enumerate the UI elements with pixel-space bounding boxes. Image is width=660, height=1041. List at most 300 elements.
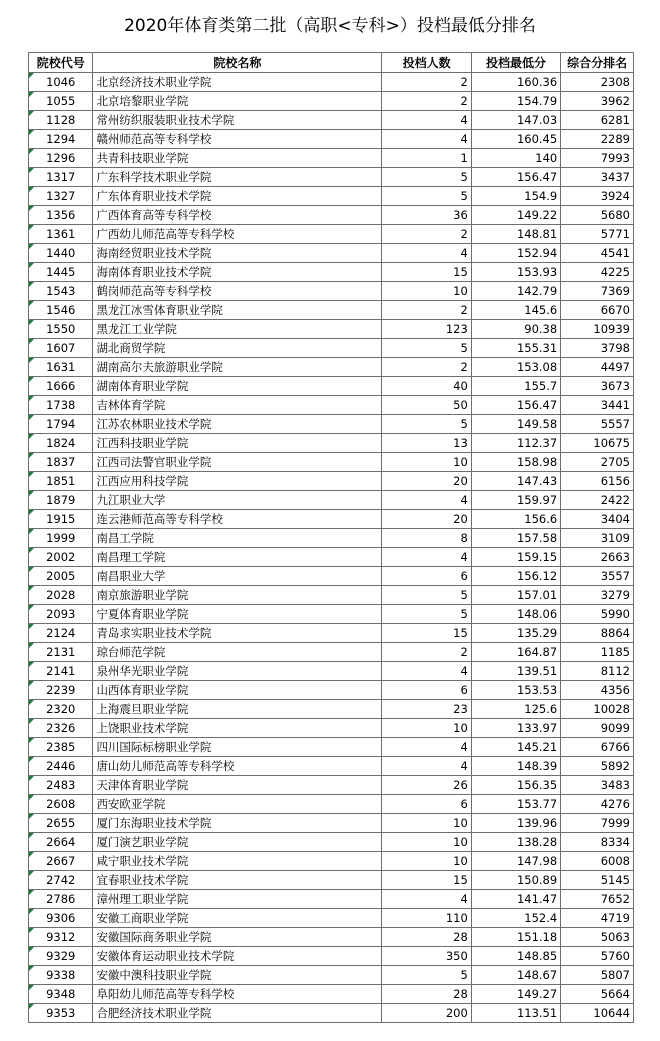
rank-cell: 6766 bbox=[561, 738, 634, 757]
school-code-cell: 2124 bbox=[29, 624, 93, 643]
admit-count-cell: 2 bbox=[382, 92, 471, 111]
school-name-cell: 上海震旦职业学院 bbox=[93, 700, 382, 719]
school-code-cell: 1445 bbox=[29, 263, 93, 282]
rank-cell: 5990 bbox=[561, 605, 634, 624]
school-code-cell: 2446 bbox=[29, 757, 93, 776]
admit-count-cell: 10 bbox=[382, 719, 471, 738]
table-row bbox=[29, 567, 634, 586]
rank-cell: 3437 bbox=[561, 168, 634, 187]
admit-count-cell: 2 bbox=[382, 73, 471, 92]
school-name-cell: 南昌职业大学 bbox=[93, 567, 382, 586]
table-row bbox=[29, 947, 634, 966]
table-row bbox=[29, 92, 634, 111]
admit-count-cell: 50 bbox=[382, 396, 471, 415]
min-score-cell: 151.18 bbox=[471, 928, 560, 947]
school-code-cell: 1356 bbox=[29, 206, 93, 225]
header-count: 投档人数 bbox=[382, 53, 471, 73]
min-score-cell: 156.12 bbox=[471, 567, 560, 586]
table-row bbox=[29, 852, 634, 871]
admit-count-cell: 200 bbox=[382, 1004, 471, 1023]
admit-count-cell: 10 bbox=[382, 852, 471, 871]
admit-count-cell: 10 bbox=[382, 814, 471, 833]
admit-count-cell: 2 bbox=[382, 358, 471, 377]
admit-count-cell: 10 bbox=[382, 833, 471, 852]
rank-cell: 2422 bbox=[561, 491, 634, 510]
rank-cell: 5680 bbox=[561, 206, 634, 225]
rank-cell: 4497 bbox=[561, 358, 634, 377]
rank-cell: 5760 bbox=[561, 947, 634, 966]
school-code-cell: 2239 bbox=[29, 681, 93, 700]
admit-count-cell: 28 bbox=[382, 928, 471, 947]
rank-cell: 6281 bbox=[561, 111, 634, 130]
school-name-cell: 泉州华光职业学院 bbox=[93, 662, 382, 681]
school-code-cell: 1317 bbox=[29, 168, 93, 187]
rank-cell: 2663 bbox=[561, 548, 634, 567]
school-code-cell: 1543 bbox=[29, 282, 93, 301]
admit-count-cell: 350 bbox=[382, 947, 471, 966]
rank-cell: 3483 bbox=[561, 776, 634, 795]
school-name-cell: 安徽国际商务职业学院 bbox=[93, 928, 382, 947]
admit-count-cell: 20 bbox=[382, 510, 471, 529]
rank-cell: 5664 bbox=[561, 985, 634, 1004]
min-score-cell: 153.08 bbox=[471, 358, 560, 377]
table-row bbox=[29, 738, 634, 757]
school-name-cell: 宜春职业技术学院 bbox=[93, 871, 382, 890]
rank-cell: 5892 bbox=[561, 757, 634, 776]
table-row bbox=[29, 529, 634, 548]
school-name-cell: 阜阳幼儿师范高等专科学校 bbox=[93, 985, 382, 1004]
admit-count-cell: 26 bbox=[382, 776, 471, 795]
admit-count-cell: 4 bbox=[382, 244, 471, 263]
table-row bbox=[29, 871, 634, 890]
min-score-cell: 159.97 bbox=[471, 491, 560, 510]
table-row bbox=[29, 662, 634, 681]
admit-count-cell: 15 bbox=[382, 871, 471, 890]
admit-count-cell: 5 bbox=[382, 415, 471, 434]
min-score-cell: 148.06 bbox=[471, 605, 560, 624]
school-name-cell: 广东体育职业技术学院 bbox=[93, 187, 382, 206]
min-score-cell: 159.15 bbox=[471, 548, 560, 567]
min-score-cell: 148.85 bbox=[471, 947, 560, 966]
admit-count-cell: 8 bbox=[382, 529, 471, 548]
school-name-cell: 常州纺织服装职业技术学院 bbox=[93, 111, 382, 130]
school-name-cell: 共青科技职业学院 bbox=[93, 149, 382, 168]
rank-cell: 6670 bbox=[561, 301, 634, 320]
min-score-cell: 158.98 bbox=[471, 453, 560, 472]
rank-cell: 4719 bbox=[561, 909, 634, 928]
table-row bbox=[29, 966, 634, 985]
table-row bbox=[29, 928, 634, 947]
rank-cell: 2705 bbox=[561, 453, 634, 472]
admit-count-cell: 10 bbox=[382, 282, 471, 301]
rank-cell: 10644 bbox=[561, 1004, 634, 1023]
rank-cell: 7993 bbox=[561, 149, 634, 168]
admit-count-cell: 5 bbox=[382, 605, 471, 624]
min-score-cell: 154.9 bbox=[471, 187, 560, 206]
min-score-cell: 149.58 bbox=[471, 415, 560, 434]
school-name-cell: 广西体育高等专科学校 bbox=[93, 206, 382, 225]
admit-count-cell: 4 bbox=[382, 491, 471, 510]
school-name-cell: 湖南高尔夫旅游职业学院 bbox=[93, 358, 382, 377]
min-score-cell: 138.28 bbox=[471, 833, 560, 852]
table-row bbox=[29, 890, 634, 909]
school-code-cell: 2655 bbox=[29, 814, 93, 833]
admit-count-cell: 110 bbox=[382, 909, 471, 928]
table-row bbox=[29, 282, 634, 301]
header-rank: 综合分排名 bbox=[561, 53, 634, 73]
table-row bbox=[29, 985, 634, 1004]
min-score-cell: 152.4 bbox=[471, 909, 560, 928]
school-code-cell: 9348 bbox=[29, 985, 93, 1004]
min-score-cell: 156.47 bbox=[471, 396, 560, 415]
school-code-cell: 2141 bbox=[29, 662, 93, 681]
min-score-cell: 147.03 bbox=[471, 111, 560, 130]
school-code-cell: 2326 bbox=[29, 719, 93, 738]
rank-cell: 9099 bbox=[561, 719, 634, 738]
rank-cell: 8112 bbox=[561, 662, 634, 681]
table-row bbox=[29, 453, 634, 472]
school-name-cell: 青岛求实职业技术学院 bbox=[93, 624, 382, 643]
school-code-cell: 1046 bbox=[29, 73, 93, 92]
rank-cell: 5063 bbox=[561, 928, 634, 947]
school-code-cell: 2131 bbox=[29, 643, 93, 662]
min-score-cell: 125.6 bbox=[471, 700, 560, 719]
rank-cell: 7652 bbox=[561, 890, 634, 909]
school-code-cell: 1915 bbox=[29, 510, 93, 529]
school-code-cell: 1824 bbox=[29, 434, 93, 453]
admit-count-cell: 5 bbox=[382, 168, 471, 187]
rank-cell: 4541 bbox=[561, 244, 634, 263]
min-score-cell: 142.79 bbox=[471, 282, 560, 301]
school-code-cell: 1879 bbox=[29, 491, 93, 510]
school-name-cell: 天津体育职业学院 bbox=[93, 776, 382, 795]
school-code-cell: 1294 bbox=[29, 130, 93, 149]
school-code-cell: 1999 bbox=[29, 529, 93, 548]
school-code-cell: 9353 bbox=[29, 1004, 93, 1023]
school-name-cell: 厦门东海职业技术学院 bbox=[93, 814, 382, 833]
table-row bbox=[29, 719, 634, 738]
school-name-cell: 厦门演艺职业学院 bbox=[93, 833, 382, 852]
school-name-cell: 安徽中澳科技职业学院 bbox=[93, 966, 382, 985]
school-code-cell: 1607 bbox=[29, 339, 93, 358]
table-row bbox=[29, 605, 634, 624]
table-row bbox=[29, 130, 634, 149]
min-score-cell: 141.47 bbox=[471, 890, 560, 909]
school-code-cell: 2608 bbox=[29, 795, 93, 814]
table-row bbox=[29, 434, 634, 453]
min-score-cell: 164.87 bbox=[471, 643, 560, 662]
min-score-cell: 149.27 bbox=[471, 985, 560, 1004]
school-name-cell: 上饶职业技术学院 bbox=[93, 719, 382, 738]
admit-count-cell: 5 bbox=[382, 966, 471, 985]
admit-count-cell: 1 bbox=[382, 149, 471, 168]
school-name-cell: 广东科学技术职业学院 bbox=[93, 168, 382, 187]
admit-count-cell: 5 bbox=[382, 586, 471, 605]
school-code-cell: 2093 bbox=[29, 605, 93, 624]
min-score-cell: 113.51 bbox=[471, 1004, 560, 1023]
school-name-cell: 西安欧亚学院 bbox=[93, 795, 382, 814]
admission-table bbox=[28, 52, 634, 1023]
school-code-cell: 1128 bbox=[29, 111, 93, 130]
table-row bbox=[29, 643, 634, 662]
table-row bbox=[29, 377, 634, 396]
min-score-cell: 90.38 bbox=[471, 320, 560, 339]
rank-cell: 3109 bbox=[561, 529, 634, 548]
admit-count-cell: 15 bbox=[382, 624, 471, 643]
admit-count-cell: 5 bbox=[382, 187, 471, 206]
admit-count-cell: 4 bbox=[382, 130, 471, 149]
admit-count-cell: 6 bbox=[382, 567, 471, 586]
min-score-cell: 153.93 bbox=[471, 263, 560, 282]
admit-count-cell: 23 bbox=[382, 700, 471, 719]
admit-count-cell: 20 bbox=[382, 472, 471, 491]
school-name-cell: 鹤岗师范高等专科学校 bbox=[93, 282, 382, 301]
table-row bbox=[29, 795, 634, 814]
admit-count-cell: 2 bbox=[382, 225, 471, 244]
min-score-cell: 140 bbox=[471, 149, 560, 168]
table-row bbox=[29, 814, 634, 833]
admit-count-cell: 15 bbox=[382, 263, 471, 282]
admit-count-cell: 2 bbox=[382, 301, 471, 320]
school-name-cell: 湖北商贸学院 bbox=[93, 339, 382, 358]
min-score-cell: 148.81 bbox=[471, 225, 560, 244]
rank-cell: 7369 bbox=[561, 282, 634, 301]
school-code-cell: 2385 bbox=[29, 738, 93, 757]
rank-cell: 5145 bbox=[561, 871, 634, 890]
rank-cell: 10028 bbox=[561, 700, 634, 719]
admit-count-cell: 40 bbox=[382, 377, 471, 396]
school-code-cell: 1794 bbox=[29, 415, 93, 434]
school-name-cell: 黑龙江冰雪体育职业学院 bbox=[93, 301, 382, 320]
school-name-cell: 山西体育职业学院 bbox=[93, 681, 382, 700]
rank-cell: 4276 bbox=[561, 795, 634, 814]
admit-count-cell: 4 bbox=[382, 111, 471, 130]
min-score-cell: 139.96 bbox=[471, 814, 560, 833]
admit-count-cell: 5 bbox=[382, 339, 471, 358]
school-code-cell: 2483 bbox=[29, 776, 93, 795]
min-score-cell: 145.6 bbox=[471, 301, 560, 320]
school-code-cell: 1546 bbox=[29, 301, 93, 320]
table-row bbox=[29, 510, 634, 529]
school-name-cell: 江西司法警官职业学院 bbox=[93, 453, 382, 472]
rank-cell: 2289 bbox=[561, 130, 634, 149]
table-row bbox=[29, 700, 634, 719]
admit-count-cell: 10 bbox=[382, 453, 471, 472]
table-row bbox=[29, 263, 634, 282]
table-row bbox=[29, 833, 634, 852]
min-score-cell: 133.97 bbox=[471, 719, 560, 738]
min-score-cell: 148.67 bbox=[471, 966, 560, 985]
rank-cell: 3557 bbox=[561, 567, 634, 586]
school-name-cell: 南昌工学院 bbox=[93, 529, 382, 548]
min-score-cell: 150.89 bbox=[471, 871, 560, 890]
school-name-cell: 海南经贸职业技术学院 bbox=[93, 244, 382, 263]
min-score-cell: 145.21 bbox=[471, 738, 560, 757]
rank-cell: 3441 bbox=[561, 396, 634, 415]
school-name-cell: 赣州师范高等专科学校 bbox=[93, 130, 382, 149]
school-name-cell: 四川国际标榜职业学院 bbox=[93, 738, 382, 757]
rank-cell: 4356 bbox=[561, 681, 634, 700]
school-name-cell: 海南体育职业技术学院 bbox=[93, 263, 382, 282]
school-code-cell: 9329 bbox=[29, 947, 93, 966]
min-score-cell: 156.35 bbox=[471, 776, 560, 795]
school-name-cell: 南京旅游职业学院 bbox=[93, 586, 382, 605]
admit-count-cell: 28 bbox=[382, 985, 471, 1004]
school-code-cell: 2667 bbox=[29, 852, 93, 871]
school-code-cell: 1361 bbox=[29, 225, 93, 244]
min-score-cell: 156.47 bbox=[471, 168, 560, 187]
school-code-cell: 1550 bbox=[29, 320, 93, 339]
school-code-cell: 1738 bbox=[29, 396, 93, 415]
school-name-cell: 湖南体育职业学院 bbox=[93, 377, 382, 396]
table-row bbox=[29, 339, 634, 358]
table-row bbox=[29, 586, 634, 605]
school-name-cell: 九江职业大学 bbox=[93, 491, 382, 510]
table-row bbox=[29, 624, 634, 643]
school-name-cell: 南昌理工学院 bbox=[93, 548, 382, 567]
header-min-score: 投档最低分 bbox=[471, 53, 560, 73]
school-name-cell: 江西应用科技学院 bbox=[93, 472, 382, 491]
rank-cell: 3404 bbox=[561, 510, 634, 529]
admit-count-cell: 4 bbox=[382, 738, 471, 757]
header-row bbox=[29, 53, 634, 73]
admit-count-cell: 4 bbox=[382, 757, 471, 776]
school-code-cell: 9338 bbox=[29, 966, 93, 985]
header-name: 院校名称 bbox=[93, 53, 382, 73]
min-score-cell: 112.37 bbox=[471, 434, 560, 453]
rank-cell: 3924 bbox=[561, 187, 634, 206]
table-row bbox=[29, 548, 634, 567]
table-row bbox=[29, 1004, 634, 1023]
rank-cell: 5807 bbox=[561, 966, 634, 985]
school-name-cell: 合肥经济技术职业学院 bbox=[93, 1004, 382, 1023]
page-title: 2020年体育类第二批（高职<专科>）投档最低分排名 bbox=[124, 16, 536, 36]
school-code-cell: 1851 bbox=[29, 472, 93, 491]
rank-cell: 3673 bbox=[561, 377, 634, 396]
admit-count-cell: 123 bbox=[382, 320, 471, 339]
school-name-cell: 琼台师范学院 bbox=[93, 643, 382, 662]
rank-cell: 7999 bbox=[561, 814, 634, 833]
table-row bbox=[29, 776, 634, 795]
rank-cell: 10939 bbox=[561, 320, 634, 339]
table-row bbox=[29, 225, 634, 244]
admit-count-cell: 2 bbox=[382, 643, 471, 662]
table-row bbox=[29, 73, 634, 92]
min-score-cell: 135.29 bbox=[471, 624, 560, 643]
min-score-cell: 160.36 bbox=[471, 73, 560, 92]
admit-count-cell: 13 bbox=[382, 434, 471, 453]
school-code-cell: 1666 bbox=[29, 377, 93, 396]
min-score-cell: 147.43 bbox=[471, 472, 560, 491]
table-row bbox=[29, 358, 634, 377]
school-code-cell: 2005 bbox=[29, 567, 93, 586]
rank-cell: 3962 bbox=[561, 92, 634, 111]
school-name-cell: 黑龙江工业学院 bbox=[93, 320, 382, 339]
table-row bbox=[29, 320, 634, 339]
admit-count-cell: 4 bbox=[382, 662, 471, 681]
admit-count-cell: 4 bbox=[382, 890, 471, 909]
school-code-cell: 2664 bbox=[29, 833, 93, 852]
table-row bbox=[29, 415, 634, 434]
table-row bbox=[29, 111, 634, 130]
rank-cell: 3798 bbox=[561, 339, 634, 358]
min-score-cell: 153.77 bbox=[471, 795, 560, 814]
school-name-cell: 安徽工商职业学院 bbox=[93, 909, 382, 928]
school-code-cell: 1296 bbox=[29, 149, 93, 168]
school-code-cell: 2320 bbox=[29, 700, 93, 719]
rank-cell: 6008 bbox=[561, 852, 634, 871]
min-score-cell: 154.79 bbox=[471, 92, 560, 111]
school-name-cell: 咸宁职业技术学院 bbox=[93, 852, 382, 871]
min-score-cell: 157.58 bbox=[471, 529, 560, 548]
table-row bbox=[29, 472, 634, 491]
min-score-cell: 152.94 bbox=[471, 244, 560, 263]
rank-cell: 5557 bbox=[561, 415, 634, 434]
rank-cell: 2308 bbox=[561, 73, 634, 92]
rank-cell: 3279 bbox=[561, 586, 634, 605]
min-score-cell: 147.98 bbox=[471, 852, 560, 871]
min-score-cell: 148.39 bbox=[471, 757, 560, 776]
school-code-cell: 1055 bbox=[29, 92, 93, 111]
admit-count-cell: 6 bbox=[382, 795, 471, 814]
school-name-cell: 北京培黎职业学院 bbox=[93, 92, 382, 111]
school-code-cell: 2742 bbox=[29, 871, 93, 890]
min-score-cell: 153.53 bbox=[471, 681, 560, 700]
table-row bbox=[29, 909, 634, 928]
school-code-cell: 2786 bbox=[29, 890, 93, 909]
school-name-cell: 唐山幼儿师范高等专科学校 bbox=[93, 757, 382, 776]
school-name-cell: 宁夏体育职业学院 bbox=[93, 605, 382, 624]
table-row bbox=[29, 491, 634, 510]
min-score-cell: 160.45 bbox=[471, 130, 560, 149]
table-row bbox=[29, 244, 634, 263]
school-code-cell: 9306 bbox=[29, 909, 93, 928]
table-row bbox=[29, 396, 634, 415]
rank-cell: 5771 bbox=[561, 225, 634, 244]
table-row bbox=[29, 301, 634, 320]
school-name-cell: 北京经济技术职业学院 bbox=[93, 73, 382, 92]
school-name-cell: 漳州理工职业学院 bbox=[93, 890, 382, 909]
table-row bbox=[29, 149, 634, 168]
table-body bbox=[29, 73, 634, 1023]
school-name-cell: 连云港师范高等专科学校 bbox=[93, 510, 382, 529]
min-score-cell: 155.7 bbox=[471, 377, 560, 396]
school-name-cell: 安徽体育运动职业技术学院 bbox=[93, 947, 382, 966]
table-row bbox=[29, 206, 634, 225]
admit-count-cell: 4 bbox=[382, 548, 471, 567]
rank-cell: 4225 bbox=[561, 263, 634, 282]
school-code-cell: 2028 bbox=[29, 586, 93, 605]
school-code-cell: 1837 bbox=[29, 453, 93, 472]
school-name-cell: 吉林体育学院 bbox=[93, 396, 382, 415]
min-score-cell: 157.01 bbox=[471, 586, 560, 605]
school-name-cell: 江苏农林职业技术学院 bbox=[93, 415, 382, 434]
school-code-cell: 1327 bbox=[29, 187, 93, 206]
school-name-cell: 江西科技职业学院 bbox=[93, 434, 382, 453]
table-row bbox=[29, 187, 634, 206]
school-code-cell: 1440 bbox=[29, 244, 93, 263]
min-score-cell: 155.31 bbox=[471, 339, 560, 358]
table-row bbox=[29, 681, 634, 700]
school-name-cell: 广西幼儿师范高等专科学校 bbox=[93, 225, 382, 244]
admit-count-cell: 6 bbox=[382, 681, 471, 700]
rank-cell: 10675 bbox=[561, 434, 634, 453]
school-code-cell: 2002 bbox=[29, 548, 93, 567]
rank-cell: 6156 bbox=[561, 472, 634, 491]
school-code-cell: 1631 bbox=[29, 358, 93, 377]
admit-count-cell: 36 bbox=[382, 206, 471, 225]
school-code-cell: 9312 bbox=[29, 928, 93, 947]
